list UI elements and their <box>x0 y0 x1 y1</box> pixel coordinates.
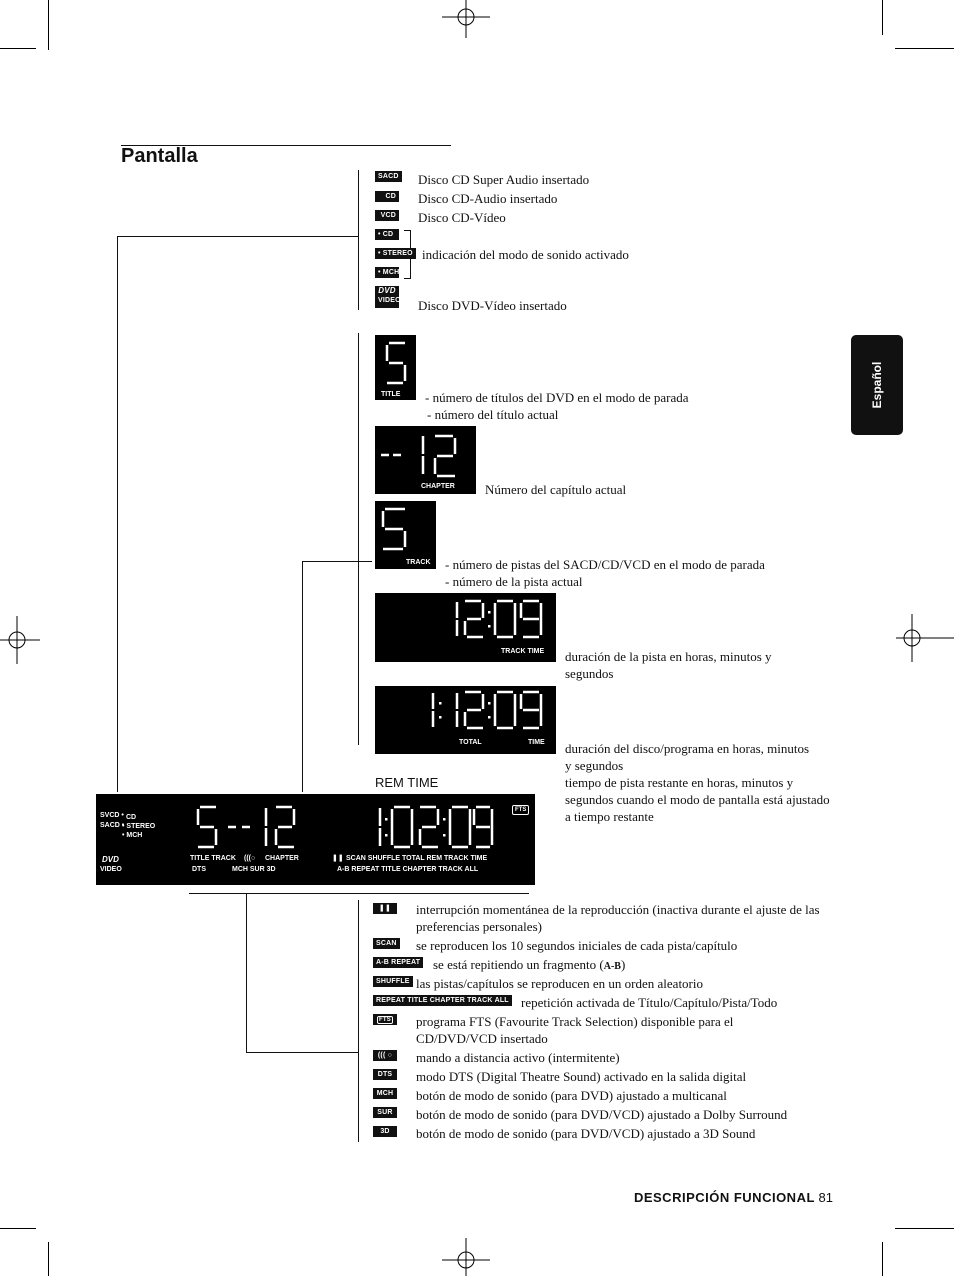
page-footer <box>634 1190 833 1206</box>
title-desc-2: - número del título actual <box>427 407 559 422</box>
total-label: TOTAL <box>459 739 482 746</box>
shuffle-badge: SHUFFLE <box>373 976 413 987</box>
remote-active-desc: mando a distancia activo (intermitente) <box>416 1050 620 1065</box>
connector-line <box>358 900 359 1142</box>
cd-sound-badge: • CD <box>375 229 399 240</box>
track-time-desc: duración de la pista en horas, minutos y segundos <box>565 649 772 681</box>
crop-mark <box>0 48 36 49</box>
chapter-desc: Número del capítulo actual <box>485 482 627 497</box>
disc-sacd-text: Disco CD Super Audio insertado <box>418 172 590 187</box>
chapter-panel-label: CHAPTER <box>265 855 299 862</box>
crop-mark <box>48 1242 49 1276</box>
time-label: TIME <box>528 739 545 746</box>
connector-line <box>117 236 118 792</box>
main-digits-right <box>376 804 496 850</box>
track-display <box>375 501 436 569</box>
stereo-label: • STEREO <box>122 823 156 830</box>
total-time-display <box>375 686 556 754</box>
dvd-video-badge <box>375 286 399 308</box>
chapter-display <box>375 426 476 494</box>
track-time-label: TRACK TIME <box>501 648 545 655</box>
crop-mark <box>895 48 954 49</box>
title-label: TITLE <box>381 391 401 398</box>
vcd-badge: VCD <box>375 210 399 221</box>
pause-badge: ❚❚ <box>373 903 397 914</box>
total-time-desc: duración del disco/programa en horas, minutos y segundos <box>565 741 810 773</box>
3d-badge: 3D <box>373 1126 397 1137</box>
track-time-display <box>375 593 556 662</box>
disc-vcd-text: Disco CD-Vídeo <box>418 210 506 225</box>
total-time-digits <box>429 690 551 730</box>
mch-label: • MCH <box>122 832 143 839</box>
connector-line <box>358 333 359 745</box>
crop-mark <box>895 1228 954 1229</box>
title-track-labels: TITLE TRACK <box>190 855 236 862</box>
ab-repeat-end: ) <box>620 957 626 972</box>
title-desc-1: - número de títulos del DVD en el modo de parada <box>425 390 689 405</box>
page-title: Pantalla <box>121 145 198 167</box>
crop-mark <box>882 1242 883 1276</box>
dvd-logo: DVD <box>102 855 119 864</box>
registration-mark-icon <box>438 1238 494 1276</box>
connector-line <box>246 893 247 1052</box>
mch-badge: MCH <box>373 1088 397 1099</box>
disc-cd-text: Disco CD-Audio insertado <box>418 191 558 206</box>
video-logo-text: VIDEO <box>378 297 401 304</box>
shuffle-desc: las pistas/capítulos se reproducen en un orden aleatorio <box>416 976 703 991</box>
scan-badge: SCAN <box>373 938 400 949</box>
registration-mark-icon <box>438 0 494 38</box>
main-display-panel <box>96 794 535 885</box>
crop-mark <box>882 0 883 35</box>
track-time-digits <box>453 599 551 639</box>
main-digits-left <box>194 804 304 850</box>
ab-repeat-text: se está repitiendo un fragmento ( <box>433 957 604 972</box>
fts-badge-text: FTS <box>379 1017 391 1023</box>
dvd-logo-text: DVD <box>378 286 396 295</box>
connector-line <box>302 561 303 792</box>
track-desc-1: - número de pistas del SACD/CD/VCD en el modo de parada <box>445 557 765 572</box>
repeat-modes-desc: repetición activada de Título/Capítulo/Pista/Todo <box>521 995 778 1010</box>
repeat-labels: A-B REPEAT TITLE CHAPTER TRACK ALL <box>337 866 479 873</box>
fts-desc: programa FTS (Favourite Track Selection) disponible para el CD/DVD/VCD insertado <box>416 1014 734 1046</box>
mch-sound-badge: • MCH <box>375 267 399 278</box>
cd-badge: CD <box>375 191 399 202</box>
chapter-digits <box>379 432 473 478</box>
dts-badge: DTS <box>373 1069 397 1080</box>
track-desc-2: - número de la pista actual <box>445 574 583 589</box>
language-tab-label: Español <box>870 361 884 409</box>
remote-active-icon: (((○ <box>244 855 256 862</box>
bracket-line <box>404 230 411 231</box>
track-label: TRACK <box>406 559 431 566</box>
scan-desc: se reproducen los 10 segundos iniciales de cada pista/capítulo <box>416 938 738 953</box>
dts-desc: modo DTS (Digital Theatre Sound) activado en la salida digital <box>416 1069 747 1084</box>
crop-mark <box>0 1228 36 1229</box>
video-logo: VIDEO <box>100 866 122 873</box>
svcd-label: SVCD • <box>100 812 124 819</box>
track-digit <box>379 505 409 553</box>
sound-mode-text: indicación del modo de sonido activado <box>422 247 629 262</box>
connector-line <box>302 561 372 562</box>
repeat-modes-badge: REPEAT TITLE CHAPTER TRACK ALL <box>373 995 512 1006</box>
sur-badge: SUR <box>373 1107 397 1118</box>
footer-section: DESCRIPCIÓN FUNCIONAL <box>633 1190 815 1205</box>
ab-repeat-bold: A-B <box>603 961 621 972</box>
connector-line <box>189 893 529 894</box>
mch-desc: botón de modo de sonido (para DVD) ajustado a multicanal <box>416 1088 727 1103</box>
rem-time-desc: tiempo de pista restante en horas, minutos y segundos cuando el modo de pantalla está ajustado a tiempo restante <box>565 775 830 824</box>
remote-active-badge: ((( ○ <box>373 1050 397 1061</box>
sur-desc: botón de modo de sonido (para DVD/VCD) ajustado a Dolby Surround <box>416 1107 788 1122</box>
language-tab <box>851 335 903 435</box>
crop-mark <box>48 0 49 50</box>
connector-line <box>358 170 359 310</box>
title-display <box>375 335 416 400</box>
mch-sur-3d-labels: MCH SUR 3D <box>232 866 276 873</box>
registration-mark-icon <box>0 612 40 668</box>
sacd-badge: SACD <box>375 171 402 182</box>
stereo-sound-badge: • STEREO <box>375 248 416 259</box>
rem-time-label: REM TIME <box>375 775 439 790</box>
pause-desc: interrupción momentánea de la reproducción (inactiva durante el ajuste de las preferencias personales) <box>416 902 820 934</box>
ab-repeat-badge: A-B REPEAT <box>373 957 423 968</box>
title-digit <box>383 339 409 387</box>
ab-repeat-desc <box>433 956 625 975</box>
pause-panel-icon: ❚❚ <box>332 855 344 862</box>
3d-desc: botón de modo de sonido (para DVD/VCD) ajustado a 3D Sound <box>416 1126 756 1141</box>
sacd-label: SACD • <box>100 822 125 829</box>
chapter-label: CHAPTER <box>421 483 455 490</box>
fts-badge <box>373 1014 397 1025</box>
connector-line <box>246 1052 358 1053</box>
dvd-video-text: Disco DVD-Vídeo insertado <box>418 298 567 313</box>
page-number: 81 <box>818 1190 833 1205</box>
connector-line <box>117 236 358 237</box>
fts-indicator: FTS <box>512 805 529 815</box>
cd-label: CD <box>126 814 137 821</box>
bracket-line <box>404 278 411 279</box>
registration-mark-icon <box>896 610 954 666</box>
scan-shuffle-labels: SCAN SHUFFLE TOTAL REM TRACK TIME <box>346 855 488 862</box>
dts-panel-label: DTS <box>192 866 206 873</box>
